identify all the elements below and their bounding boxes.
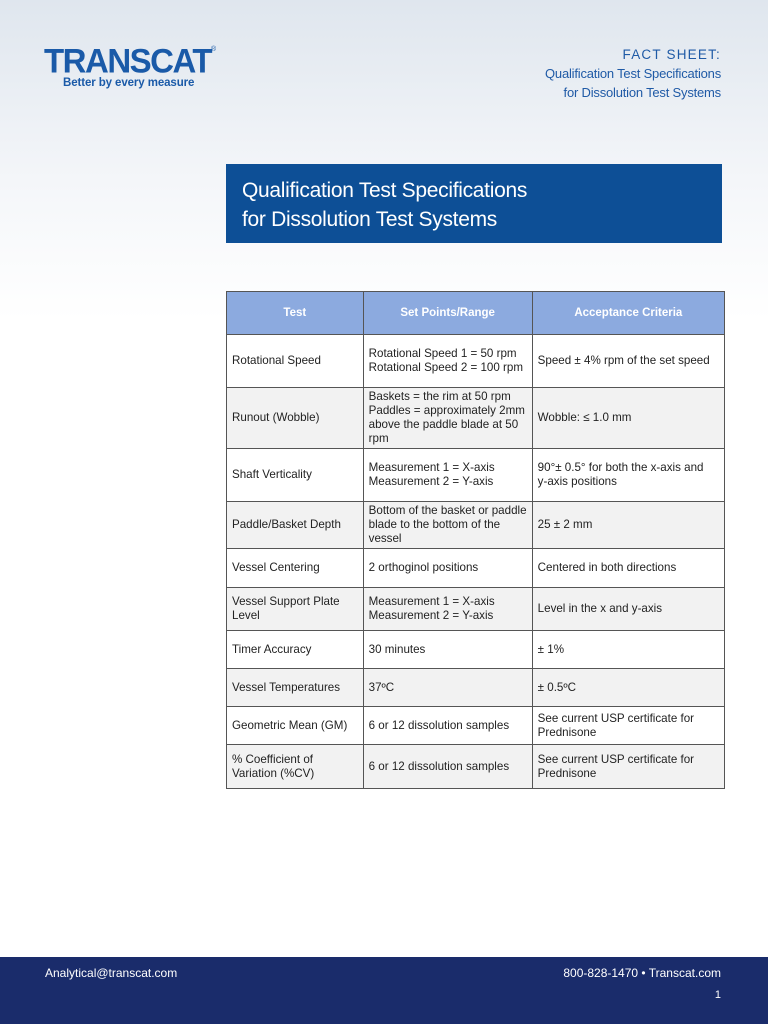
cell-set-points-line: Paddles = approximately 2mm: [368, 404, 525, 417]
header-acceptance-criteria: Acceptance Criteria: [532, 292, 724, 335]
page-footer: [0, 957, 768, 1024]
cell-set-points-line: blade to the bottom of the vessel: [368, 518, 501, 545]
cell-acceptance-criteria-line: Wobble: ≤ 1.0 mm: [537, 411, 632, 424]
table-row: [227, 449, 725, 502]
cell-set-points: [363, 388, 532, 449]
cell-acceptance-criteria: [532, 631, 724, 669]
table-row: [227, 669, 725, 707]
cell-acceptance-criteria: [532, 745, 724, 789]
cell-acceptance-criteria: [532, 388, 724, 449]
cell-acceptance-criteria-line: See current USP certificate for: [537, 711, 695, 725]
fact-sheet-heading: [545, 46, 721, 102]
cell-test: Runout (Wobble): [227, 388, 364, 449]
footer-email[interactable]: Analytical@transcat.com: [45, 966, 178, 980]
footer-contact: [563, 966, 721, 980]
cell-test: Rotational Speed: [227, 335, 364, 388]
table-row: [227, 631, 725, 669]
cell-acceptance-criteria: [532, 588, 724, 631]
cell-acceptance-criteria: [532, 549, 724, 588]
cell-acceptance-criteria-line: y-axis positions: [537, 475, 617, 488]
cell-set-points: [363, 707, 532, 745]
table-row: [227, 388, 725, 449]
banner-title-line2: for Dissolution Test Systems: [242, 208, 497, 231]
cell-set-points-line: 6 or 12 dissolution samples: [368, 759, 510, 773]
cell-acceptance-criteria-line: 25 ± 2 mm: [537, 518, 593, 531]
table-row: [227, 502, 725, 549]
cell-set-points: [363, 549, 532, 588]
cell-acceptance-criteria: [532, 335, 724, 388]
table-row: [227, 745, 725, 789]
cell-set-points-line: 2 orthoginol positions: [368, 561, 479, 574]
cell-acceptance-criteria: [532, 502, 724, 549]
cell-set-points-line: Measurement 1 = X-axis: [368, 595, 495, 608]
cell-set-points: [363, 449, 532, 502]
cell-set-points: [363, 335, 532, 388]
header-set-points: Set Points/Range: [363, 292, 532, 335]
footer-bullet: •: [641, 966, 646, 980]
cell-test: Geometric Mean (GM): [227, 707, 364, 745]
cell-set-points: [363, 631, 532, 669]
header-test: Test: [227, 292, 364, 335]
cell-acceptance-criteria: [532, 449, 724, 502]
cell-set-points-line: Measurement 2 = Y-axis: [368, 609, 494, 622]
cell-test: Shaft Verticality: [227, 449, 364, 502]
cell-set-points-line: 37ºC: [368, 680, 395, 694]
cell-test: Vessel Support Plate Level: [227, 588, 364, 631]
cell-set-points: [363, 502, 532, 549]
logo-tagline: Better by every measure: [63, 77, 195, 89]
cell-acceptance-criteria-line: ± 0.5ºC: [537, 680, 576, 694]
table-row: [227, 335, 725, 388]
fact-sheet-label: FACT SHEET:: [622, 47, 721, 62]
fact-sheet-title-line1: Qualification Test Specifications: [545, 66, 721, 81]
table-row: [227, 549, 725, 588]
footer-phone[interactable]: 800-828-1470: [563, 966, 639, 980]
cell-acceptance-criteria-line: Prednisone: [537, 725, 597, 739]
cell-acceptance-criteria-line: Centered in both directions: [537, 561, 677, 574]
footer-website[interactable]: Transcat.com: [648, 966, 721, 980]
cell-set-points: [363, 669, 532, 707]
specifications-table: [226, 291, 725, 789]
logo-registered-mark: ®: [211, 46, 217, 53]
cell-acceptance-criteria-line: See current USP certificate for: [537, 752, 695, 766]
table-header-row: [227, 292, 725, 335]
cell-acceptance-criteria: [532, 669, 724, 707]
cell-test: % Coefficient of Variation (%CV): [227, 745, 364, 789]
cell-set-points-line: Rotational Speed 1 = 50 rpm: [368, 347, 517, 360]
table-row: [227, 588, 725, 631]
transcat-logo: [44, 41, 217, 89]
title-banner: [226, 164, 722, 243]
cell-set-points-line: Rotational Speed 2 = 100 rpm: [368, 361, 524, 374]
page-number: 1: [714, 989, 721, 1001]
cell-test: Paddle/Basket Depth: [227, 502, 364, 549]
cell-set-points: [363, 745, 532, 789]
fact-sheet-title-line2: for Dissolution Test Systems: [563, 85, 721, 100]
table-row: [227, 707, 725, 745]
cell-set-points-line: Measurement 1 = X-axis: [368, 461, 495, 474]
cell-set-points-line: 6 or 12 dissolution samples: [368, 718, 510, 732]
cell-set-points-line: 30 minutes: [368, 642, 426, 656]
cell-acceptance-criteria: [532, 707, 724, 745]
cell-acceptance-criteria-line: Level in the x and y-axis: [537, 602, 663, 615]
cell-set-points-line: Baskets = the rim at 50 rpm: [368, 390, 511, 403]
cell-set-points-line: above the paddle blade at 50 rpm: [368, 418, 519, 445]
cell-test: Timer Accuracy: [227, 631, 364, 669]
cell-test: Vessel Centering: [227, 549, 364, 588]
cell-acceptance-criteria-line: 90°± 0.5° for both the x-axis and: [537, 461, 704, 474]
logo-wordmark: TRANSCAT: [44, 41, 212, 80]
cell-test: Vessel Temperatures: [227, 669, 364, 707]
cell-set-points-line: Bottom of the basket or paddle: [368, 504, 527, 517]
cell-set-points: [363, 588, 532, 631]
cell-acceptance-criteria-line: Speed ± 4% rpm of the set speed: [537, 354, 710, 367]
cell-acceptance-criteria-line: ± 1%: [537, 642, 565, 656]
cell-acceptance-criteria-line: Prednisone: [537, 766, 597, 780]
banner-title-line1: Qualification Test Specifications: [242, 179, 528, 202]
cell-set-points-line: Measurement 2 = Y-axis: [368, 475, 494, 488]
